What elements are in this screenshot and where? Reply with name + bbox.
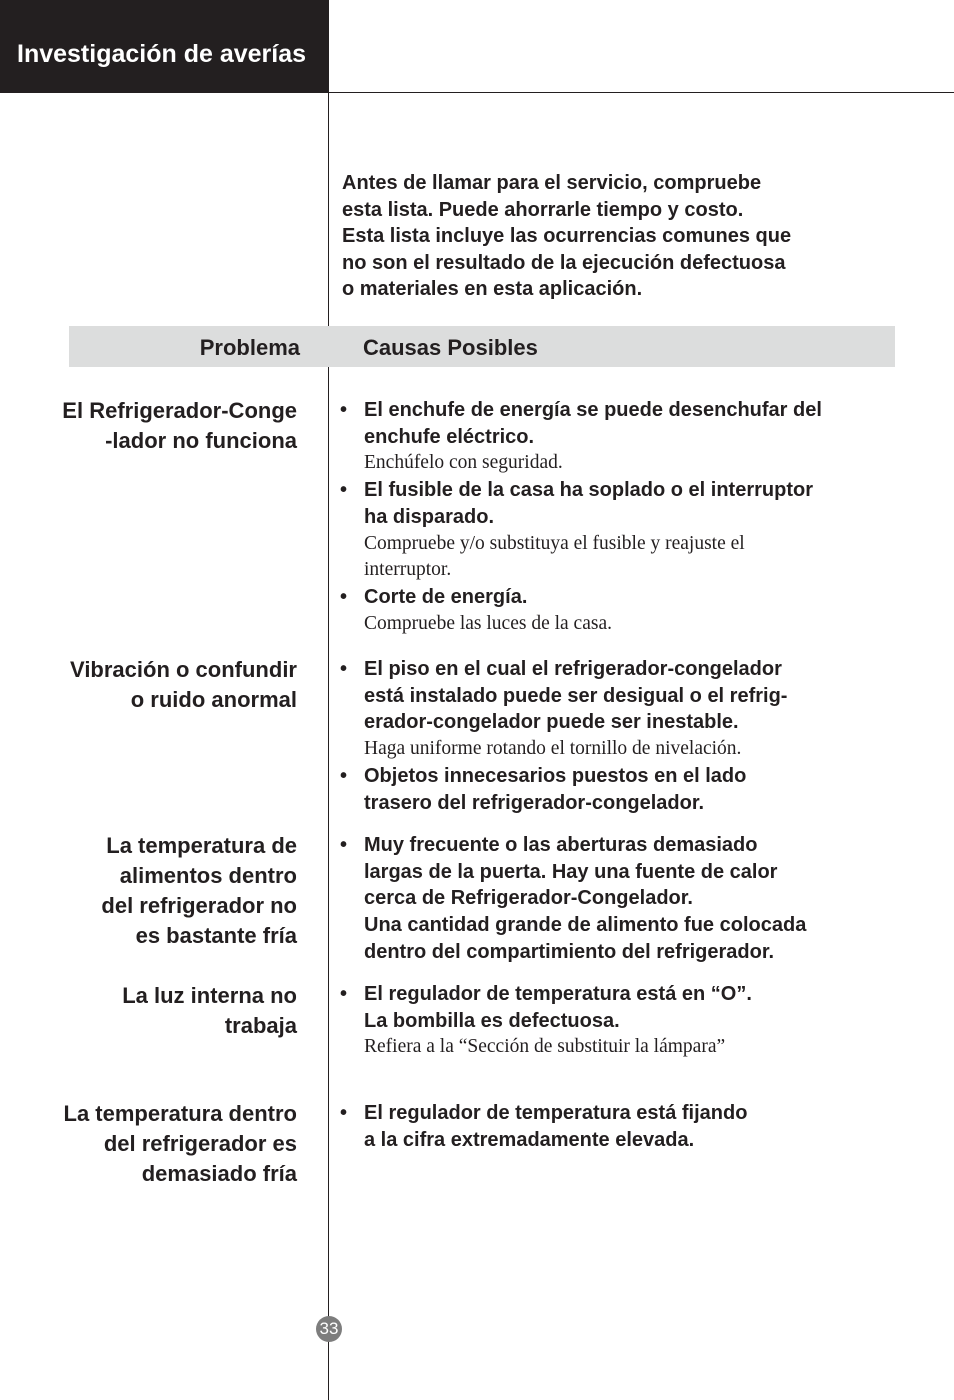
- problem-line: trabaja: [224, 1013, 297, 1038]
- bullet-icon: •: [340, 983, 348, 1005]
- cause-line: El piso en el cual el refrigerador-congelador: [364, 658, 782, 680]
- cause-line: enchufe eléctrico.: [364, 425, 535, 448]
- cause-item: [340, 832, 900, 966]
- cause-item: [340, 763, 900, 816]
- bullet-icon: •: [340, 834, 348, 856]
- problem-line: es bastante fría: [135, 923, 297, 948]
- problem-line: alimentos dentro: [119, 863, 297, 888]
- cause-line: El regulador de temperatura está fijando: [364, 1102, 748, 1124]
- causes-temperature-warm: [340, 832, 900, 966]
- cause-line: El fusible de la casa ha soplado o el interruptor: [364, 479, 813, 502]
- intro-paragraph: [342, 170, 902, 303]
- cause-item: [340, 584, 900, 637]
- bullet-icon: •: [340, 764, 348, 787]
- intro-line: Esta lista incluye las ocurrencias comunes que: [342, 225, 792, 247]
- problem-line: demasiado fría: [141, 1161, 297, 1186]
- cause-line: cerca de Refrigerador-Congelador.: [364, 887, 693, 910]
- cause-item: [340, 656, 900, 763]
- remedy-line: Refiera a la “Sección de substituir la lámpara”: [364, 1036, 726, 1058]
- bullet-icon: •: [340, 1102, 348, 1124]
- cause-line: trasero del refrigerador-congelador.: [364, 791, 705, 814]
- remedy-line: Enchúfelo con seguridad.: [364, 452, 563, 474]
- bullet-icon: •: [340, 658, 348, 680]
- bullet-icon: •: [340, 585, 348, 608]
- cause-item: [340, 397, 900, 477]
- intro-line: no son el resultado de la ejecución defectuosa: [342, 251, 786, 274]
- intro-line: o materiales en esta aplicación.: [342, 278, 643, 300]
- problem-line: Vibración o confundir: [70, 657, 297, 682]
- problem-line: La temperatura de: [106, 833, 297, 858]
- problem-line: del refrigerador no: [101, 893, 297, 918]
- cause-line: Corte de energía.: [364, 585, 528, 608]
- bullet-icon: •: [340, 399, 348, 421]
- page-number: 33: [316, 1316, 342, 1342]
- problem-line: La luz interna no: [122, 983, 297, 1008]
- problem-temperature-warm: [101, 831, 297, 951]
- problem-line: La temperatura dentro: [63, 1101, 297, 1126]
- section-title: Investigación de averías: [17, 40, 307, 68]
- problem-line: -lador no funciona: [105, 428, 297, 453]
- problem-temperature-cold: [64, 1099, 298, 1189]
- remedy-line: Haga uniforme rotando el tornillo de nivelación.: [364, 738, 742, 760]
- problem-line: El Refrigerador-Conge: [62, 398, 297, 423]
- intro-line: esta lista. Puede ahorrarle tiempo y costo.: [342, 198, 744, 221]
- bullet-icon: •: [340, 479, 348, 502]
- cause-line: dentro del compartimiento del refrigerador.: [364, 940, 775, 963]
- section-header-tab: [0, 0, 328, 93]
- cause-line: ha disparado.: [364, 505, 495, 528]
- problem-vibration: [70, 655, 297, 715]
- column-header-problem: Problema: [199, 335, 300, 360]
- intro-line: Antes de llamar para el servicio, compruebe: [342, 172, 762, 194]
- cause-line: erador-congelador puede ser inestable.: [364, 711, 739, 734]
- problem-line: o ruido anormal: [130, 687, 297, 712]
- cause-line: El enchufe de energía se puede desenchufar del: [364, 399, 822, 421]
- remedy-line: Compruebe las luces de la casa.: [364, 612, 612, 634]
- column-header-causes: Causas Posibles: [363, 335, 538, 360]
- cause-line: está instalado puede ser desigual o el refrig-: [364, 684, 788, 707]
- problem-light: [122, 981, 297, 1041]
- causes-temperature-cold: [340, 1100, 900, 1153]
- cause-line: Muy frecuente o las aberturas demasiado: [364, 834, 758, 856]
- remedy-line: interruptor.: [364, 559, 452, 581]
- cause-item: [340, 1100, 900, 1153]
- cause-line: El regulador de temperatura está en “O”.: [364, 983, 752, 1005]
- causes-light: [340, 981, 900, 1061]
- cause-line: largas de la puerta. Hay una fuente de calor: [364, 860, 778, 883]
- cause-line: Objetos innecesarios puestos en el lado: [364, 764, 747, 787]
- causes-vibration: [340, 656, 900, 816]
- header-divider: [328, 92, 954, 93]
- problem-line: del refrigerador es: [103, 1131, 297, 1156]
- cause-line: Una cantidad grande de alimento fue colocada: [364, 914, 807, 937]
- problem-power: [62, 396, 297, 456]
- cause-line: a la cifra extremadamente elevada.: [364, 1128, 695, 1151]
- causes-power: [340, 397, 900, 637]
- cause-item: [340, 981, 900, 1061]
- cause-line: La bombilla es defectuosa.: [364, 1009, 620, 1032]
- cause-item: [340, 477, 900, 584]
- remedy-line: Compruebe y/o substituya el fusible y reajuste el: [364, 532, 745, 554]
- column-divider: [328, 0, 329, 1400]
